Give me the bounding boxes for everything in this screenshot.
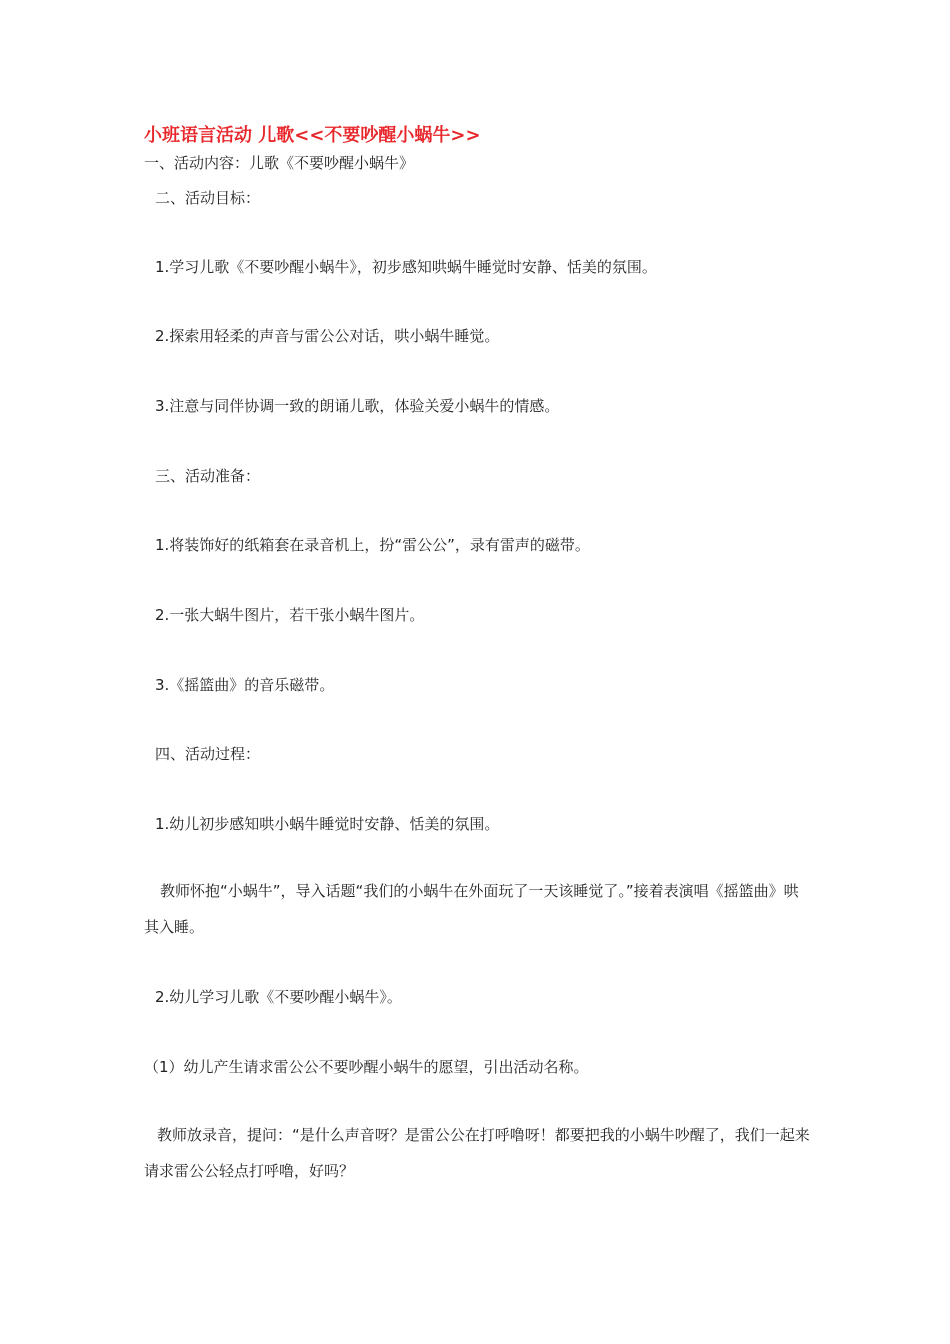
goal-item-3: 3.注意与同伴协调一致的朗诵儿歌，体验关爱小蜗牛的情感。: [155, 397, 560, 415]
document-title: 小班语言活动 儿歌<<不要吵醒小蜗牛>>: [144, 125, 481, 146]
goal-item-1: 1.学习儿歌《不要吵醒小蜗牛》，初步感知哄蜗牛睡觉时安静、恬美的氛围。: [155, 258, 657, 276]
preparation-item-2: 2.一张大蜗牛图片，若干张小蜗牛图片。: [155, 606, 425, 624]
heading-activity-preparation: 三、活动准备：: [155, 467, 261, 485]
heading-activity-process: 四、活动过程：: [155, 745, 261, 763]
preparation-item-1: 1.将装饰好的纸箱套在录音机上，扮“雷公公”，录有雷声的磁带。: [155, 536, 590, 554]
process-step-1-description: 教师怀抱“小蜗牛”，导入话题“我们的小蜗牛在外面玩了一天该睡觉了。”接着表演唱《摇篮曲》哄其入睡。: [144, 882, 799, 936]
goal-item-2: 2.探索用轻柔的声音与雷公公对话，哄小蜗牛睡觉。: [155, 327, 500, 345]
heading-activity-goals: 二、活动目标：: [155, 189, 261, 207]
section-activity-content: 一、活动内容：儿歌《不要吵醒小蜗牛》: [144, 154, 415, 172]
preparation-item-3: 3.《摇篮曲》的音乐磁带。: [155, 676, 335, 694]
process-step-1: 1.幼儿初步感知哄小蜗牛睡觉时安静、恬美的氛围。: [155, 815, 500, 833]
process-step-2: 2.幼儿学习儿歌《不要吵醒小蜗牛》。: [155, 988, 402, 1006]
process-step-2-sub-1-description: 教师放录音，提问：“是什么声音呀？是雷公公在打呼噜呀！都要把我的小蜗牛吵醒了，我们一起来请求雷公公轻点打呼噜，好吗？: [144, 1126, 810, 1180]
process-step-2-sub-1: （1）幼儿产生请求雷公公不要吵醒小蜗牛的愿望，引出活动名称。: [144, 1058, 589, 1076]
